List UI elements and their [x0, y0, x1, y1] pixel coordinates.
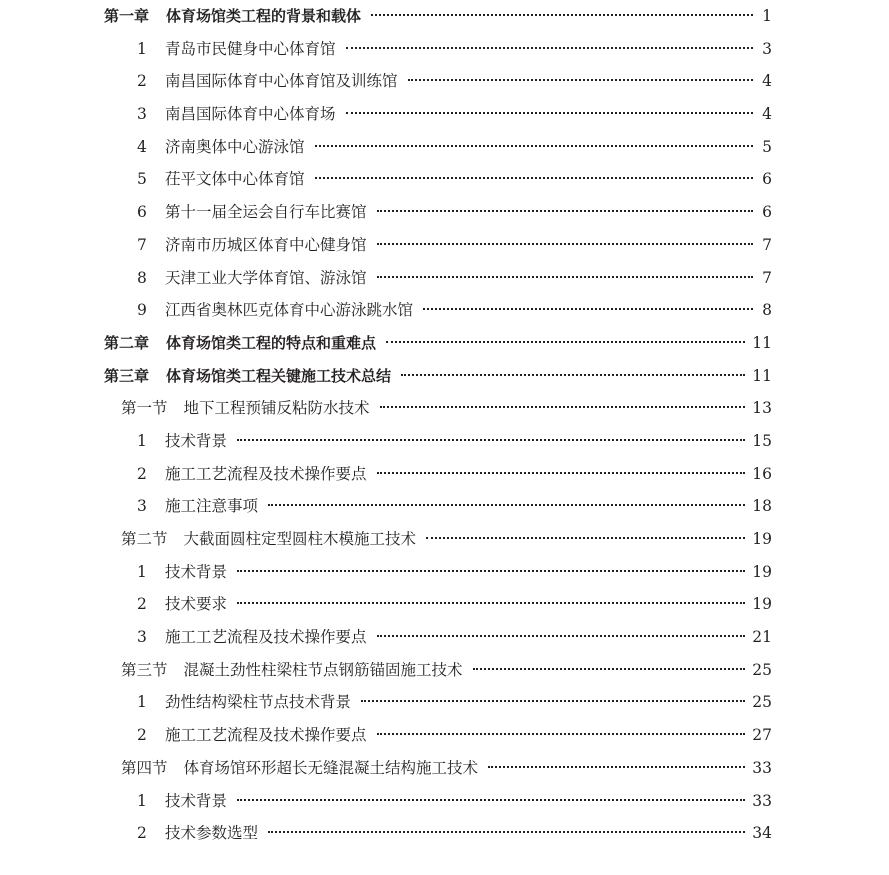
dot-leader: [315, 145, 753, 147]
toc-entry-number: 2: [137, 824, 147, 843]
toc-entry-number: 1: [137, 693, 147, 712]
toc-entry-item[interactable]: [104, 425, 772, 458]
dot-leader: [386, 341, 745, 343]
toc-entry-chapter[interactable]: [104, 327, 772, 360]
toc-entry-item[interactable]: [104, 163, 772, 196]
toc-entry-number: 4: [137, 137, 147, 156]
toc-entry-title: 施工注意事项: [165, 497, 259, 516]
toc-entry-item[interactable]: [104, 131, 772, 164]
toc-entry-page-number: 19: [752, 562, 772, 581]
dot-leader: [237, 602, 745, 604]
toc-entry-title: 青岛市民健身中心体育馆: [165, 39, 336, 58]
toc-entry-page-number: 18: [752, 497, 772, 516]
toc-entry-page-number: 13: [752, 399, 772, 418]
toc-entry-chapter[interactable]: [104, 0, 772, 33]
toc-entry-item[interactable]: [104, 490, 772, 523]
toc-entry-item[interactable]: [104, 196, 772, 229]
toc-entry-page-number: 19: [752, 595, 772, 614]
dot-leader: [408, 79, 753, 81]
toc-entry-page-number: 33: [752, 791, 772, 810]
dot-leader: [268, 504, 745, 506]
toc-entry-number: 第三节: [121, 660, 168, 679]
toc-entry-page-number: 25: [752, 693, 772, 712]
toc-entry-item[interactable]: [104, 785, 772, 818]
toc-entry-number: 1: [137, 431, 147, 450]
toc-entry-item[interactable]: [104, 33, 772, 66]
toc-entry-page-number: 27: [752, 726, 772, 745]
toc-entry-item[interactable]: [104, 294, 772, 327]
toc-entry-item[interactable]: [104, 458, 772, 491]
dot-leader: [315, 177, 753, 179]
toc-entry-page-number: 34: [752, 824, 772, 843]
toc-entry-item[interactable]: [104, 588, 772, 621]
toc-entry-title: 济南奥体中心游泳馆: [165, 137, 305, 156]
toc-entry-title: 技术要求: [165, 595, 228, 614]
toc-entry-number: 第二节: [121, 530, 168, 548]
toc-entry-page-number: 7: [762, 268, 772, 287]
toc-entry-title: 茌平文体中心体育馆: [165, 170, 305, 189]
dot-leader: [380, 406, 746, 408]
toc-entry-number: 2: [137, 72, 147, 91]
dot-leader: [377, 635, 746, 637]
toc-entry-page-number: 6: [762, 203, 772, 222]
toc-entry-number: 9: [137, 301, 147, 320]
toc-entry-page-number: 19: [752, 530, 772, 548]
toc-entry-page-number: 5: [762, 137, 772, 156]
toc-entry-number: 2: [137, 464, 147, 483]
toc-entry-number: 2: [137, 595, 147, 614]
toc-entry-title: 技术背景: [165, 562, 228, 581]
toc-entry-section[interactable]: [104, 654, 772, 687]
table-of-contents: [104, 0, 772, 850]
toc-entry-title: 技术参数选型: [165, 824, 259, 843]
toc-entry-page-number: 11: [752, 333, 772, 352]
toc-entry-item[interactable]: [104, 719, 772, 752]
toc-entry-section[interactable]: [104, 392, 772, 425]
toc-entry-number: 7: [137, 235, 147, 254]
toc-entry-chapter[interactable]: [104, 360, 772, 393]
toc-entry-page-number: 21: [752, 628, 772, 647]
toc-entry-title: 施工工艺流程及技术操作要点: [165, 628, 367, 647]
toc-entry-page-number: 25: [752, 660, 772, 679]
toc-entry-number: 第一节: [121, 399, 168, 418]
toc-entry-page-number: 4: [762, 105, 772, 124]
toc-entry-title: 技术背景: [165, 791, 228, 810]
dot-leader: [426, 537, 745, 539]
toc-entry-section[interactable]: [104, 752, 772, 785]
dot-leader: [377, 243, 753, 245]
toc-entry-title: 南昌国际体育中心体育场: [165, 105, 336, 124]
toc-entry-title: 施工工艺流程及技术操作要点: [165, 726, 367, 745]
toc-entry-item[interactable]: [104, 817, 772, 850]
toc-entry-number: 第三章: [104, 366, 150, 385]
toc-entry-title: 体育场馆类工程关键施工技术总结: [166, 366, 392, 385]
toc-entry-page-number: 33: [752, 758, 772, 777]
dot-leader: [377, 733, 746, 735]
toc-entry-section[interactable]: [104, 523, 772, 556]
dot-leader: [488, 766, 745, 768]
toc-entry-number: 3: [137, 628, 147, 647]
toc-entry-title: 施工工艺流程及技术操作要点: [165, 464, 367, 483]
toc-entry-title: 技术背景: [165, 431, 228, 450]
dot-leader: [237, 439, 745, 441]
toc-entry-item[interactable]: [104, 98, 772, 131]
toc-entry-page-number: 1: [762, 7, 772, 25]
toc-entry-title: 南昌国际体育中心体育馆及训练馆: [165, 72, 398, 91]
toc-entry-page-number: 4: [762, 72, 772, 91]
toc-entry-title: 混凝土劲性柱梁柱节点钢筋锚固施工技术: [183, 660, 463, 679]
toc-entry-number: 第二章: [104, 333, 150, 352]
dot-leader: [346, 47, 753, 49]
toc-entry-title: 第十一届全运会自行车比赛馆: [165, 203, 367, 222]
toc-entry-page-number: 15: [752, 431, 772, 450]
dot-leader: [377, 472, 746, 474]
toc-entry-item[interactable]: [104, 262, 772, 295]
toc-entry-number: 5: [137, 170, 147, 189]
toc-entry-number: 1: [137, 562, 147, 581]
toc-entry-number: 2: [137, 726, 147, 745]
dot-leader: [473, 668, 746, 670]
toc-entry-item[interactable]: [104, 621, 772, 654]
dot-leader: [423, 308, 753, 310]
toc-entry-item[interactable]: [104, 556, 772, 589]
toc-entry-number: 第一章: [104, 7, 150, 25]
toc-entry-title: 江西省奥林匹克体育中心游泳跳水馆: [165, 301, 414, 320]
dot-leader: [401, 374, 745, 376]
dot-leader: [377, 210, 753, 212]
toc-entry-title: 济南市历城区体育中心健身馆: [165, 235, 367, 254]
toc-entry-page-number: 11: [752, 366, 772, 385]
toc-entry-page-number: 6: [762, 170, 772, 189]
dot-leader: [346, 112, 753, 114]
dot-leader: [268, 831, 745, 833]
dot-leader: [371, 14, 753, 16]
dot-leader: [237, 799, 745, 801]
toc-entry-title: 体育场馆类工程的特点和重难点: [166, 333, 377, 352]
toc-entry-item[interactable]: [104, 686, 772, 719]
toc-entry-title: 地下工程预铺反粘防水技术: [183, 399, 370, 418]
toc-entry-number: 3: [137, 105, 147, 124]
toc-entry-number: 1: [137, 39, 147, 58]
toc-entry-item[interactable]: [104, 65, 772, 98]
toc-entry-title: 劲性结构梁柱节点技术背景: [165, 693, 352, 712]
toc-entry-number: 1: [137, 791, 147, 810]
toc-entry-number: 6: [137, 203, 147, 222]
toc-entry-title: 体育场馆类工程的背景和载体: [166, 7, 362, 25]
dot-leader: [361, 700, 745, 702]
toc-entry-number: 第四节: [121, 758, 168, 777]
toc-entry-number: 3: [137, 497, 147, 516]
toc-entry-page-number: 7: [762, 235, 772, 254]
toc-entry-number: 8: [137, 268, 147, 287]
dot-leader: [237, 570, 745, 572]
toc-entry-item[interactable]: [104, 229, 772, 262]
dot-leader: [377, 276, 753, 278]
toc-entry-page-number: 8: [762, 301, 772, 320]
toc-entry-title: 天津工业大学体育馆、游泳馆: [165, 268, 367, 287]
toc-entry-title: 体育场馆环形超长无缝混凝土结构施工技术: [183, 758, 479, 777]
toc-entry-title: 大截面圆柱定型圆柱木模施工技术: [183, 530, 417, 548]
toc-entry-page-number: 3: [762, 39, 772, 58]
toc-entry-page-number: 16: [752, 464, 772, 483]
